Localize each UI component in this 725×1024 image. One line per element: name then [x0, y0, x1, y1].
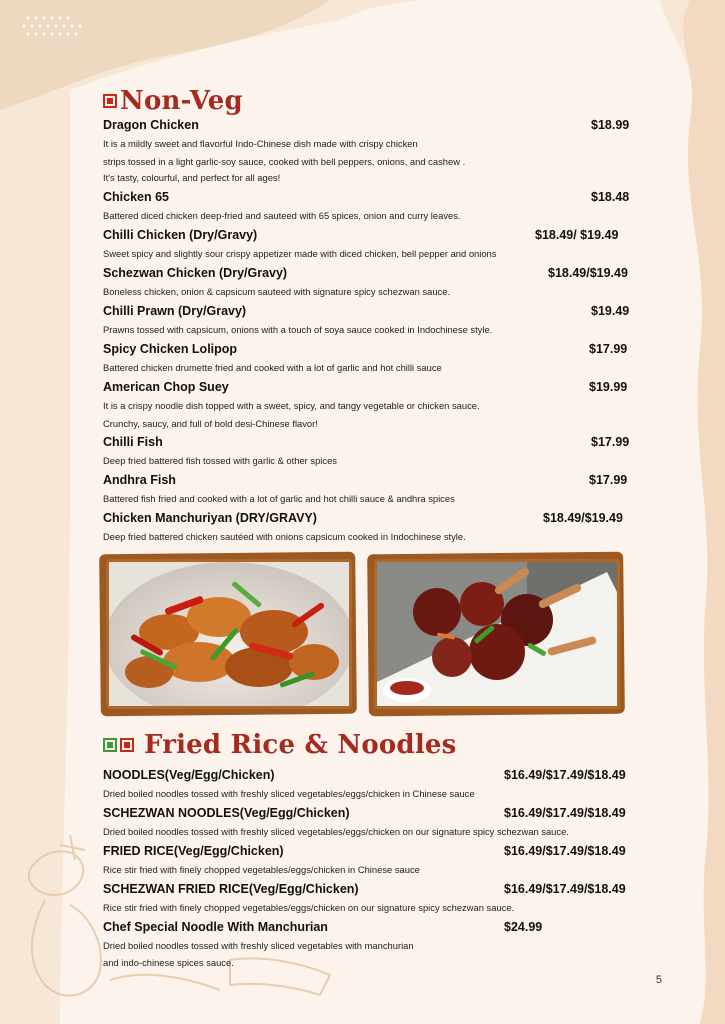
menu-item-price: $18.99 — [591, 118, 630, 132]
menu-item-description: It is a crispy noodle dish topped with a sweet, spicy, and tangy vegetable or chicken sauce. — [103, 400, 480, 411]
dragon-chicken-photo — [106, 559, 352, 709]
menu-item-name: Dragon Chicken — [103, 118, 199, 132]
menu-item-name: Chicken 65 — [103, 190, 170, 204]
menu-item-name: NOODLES(Veg/Egg/Chicken) — [103, 768, 275, 782]
menu-item-description: Crunchy, saucy, and full of bold desi-Chinese flavor! — [103, 418, 318, 429]
menu-item-description: Boneless chicken, onion & capsicum sauteed with signature spicy schezwan sauce. — [103, 286, 451, 297]
non-veg-mark-icon — [103, 94, 117, 108]
menu-item-price: $24.99 — [504, 920, 543, 934]
non-veg-title: Non-Veg — [120, 86, 243, 116]
menu-item-price: $18.49/ $19.49 — [535, 228, 619, 242]
menu-item-description: Deep fried battered fish tossed with garlic & other spices — [103, 455, 337, 466]
menu-item-name: Chilli Chicken (Dry/Gravy) — [103, 228, 258, 242]
menu-item-description: Battered fish fried and cooked with a lot of garlic and hot chilli sauce & andhra spices — [103, 493, 455, 504]
menu-item-description: Sweet spicy and slightly sour crispy appetizer made with diced chicken, bell pepper and onions — [103, 248, 497, 259]
menu-item-price: $17.99 — [591, 435, 630, 449]
menu-item-description: Rice stir fried with finely chopped vegetables/eggs/chicken in Chinese sauce — [103, 864, 420, 875]
menu-item-price: $16.49/$17.49/$18.49 — [504, 844, 626, 858]
chicken-lollipop-image — [377, 562, 617, 706]
menu-item-price: $16.49/$17.49/$18.49 — [504, 882, 626, 896]
fried-rice-heading — [103, 730, 456, 760]
veg-mark-icon — [103, 738, 117, 752]
menu-item-price: $17.99 — [589, 473, 628, 487]
menu-item-description: Battered diced chicken deep-fried and sauteed with 65 spices, onion and curry leaves. — [103, 210, 461, 221]
menu-item-price: $19.49 — [591, 304, 630, 318]
menu-item-name: FRIED RICE(Veg/Egg/Chicken) — [103, 844, 284, 858]
dragon-chicken-image — [109, 562, 349, 706]
menu-item-price: $18.49/$19.49 — [548, 266, 628, 280]
menu-item-price: $16.49/$17.49/$18.49 — [504, 768, 626, 782]
menu-item-name: Chicken Manchuriyan (DRY/GRAVY) — [103, 511, 317, 525]
menu-item-price: $18.48 — [591, 190, 630, 204]
menu-item-name: SCHEZWAN NOODLES(Veg/Egg/Chicken) — [103, 806, 350, 820]
menu-item-description: It's tasty, colourful, and perfect for all ages! — [103, 172, 281, 183]
menu-item-description: Rice stir fried with finely chopped vegetables/eggs/chicken on our signature spicy schezwan sauce. — [103, 902, 515, 913]
menu-item-name: Chilli Prawn (Dry/Gravy) — [103, 304, 247, 318]
page-number: 5 — [655, 974, 662, 986]
menu-item-price: $17.99 — [589, 342, 628, 356]
menu-item-description: Dried boiled noodles tossed with freshly sliced vegetables/eggs/chicken in Chinese sauce — [103, 788, 475, 799]
menu-item-description: Dried boiled noodles tossed with freshly sliced vegetables/eggs/chicken on our signature spicy schezwan sauce. — [103, 826, 569, 837]
chicken-lollipop-photo — [374, 559, 620, 709]
non-veg-mark-icon-2 — [120, 738, 134, 752]
menu-item-name: Schezwan Chicken (Dry/Gravy) — [103, 266, 288, 280]
menu-item-name: Chef Special Noodle With Manchurian — [103, 920, 328, 934]
menu-item-description: and indo-chinese spices sauce. — [103, 957, 234, 968]
menu-item-description: strips tossed in a light garlic-soy sauce, cooked with bell peppers, onions, and cashew . — [103, 156, 466, 167]
menu-item-price: $18.49/$19.49 — [543, 511, 623, 525]
menu-item-price: $19.99 — [589, 380, 628, 394]
menu-item-name: American Chop Suey — [103, 380, 229, 394]
non-veg-heading — [103, 86, 243, 116]
menu-item-name: SCHEZWAN FRIED RICE(Veg/Egg/Chicken) — [103, 882, 359, 896]
menu-item-description: Prawns tossed with capsicum, onions with a touch of soya sauce cooked in Indochinese style. — [103, 324, 493, 335]
fried-rice-title: Fried Rice & Noodles — [144, 730, 457, 760]
menu-item-name: Chilli Fish — [103, 435, 163, 449]
menu-item-description: Battered chicken drumette fried and cooked with a lot of garlic and hot chilli sauce — [103, 362, 442, 373]
menu-item-name: Andhra Fish — [103, 473, 176, 487]
menu-item-name: Spicy Chicken Lolipop — [103, 342, 238, 356]
menu-item-description: Deep fried battered chicken sautéed with onions capsicum cooked in Indochinese style. — [103, 531, 466, 542]
menu-item-price: $16.49/$17.49/$18.49 — [504, 806, 626, 820]
menu-item-description: It is a mildly sweet and flavorful Indo-Chinese dish made with crispy chicken — [103, 138, 418, 149]
menu-item-description: Dried boiled noodles tossed with freshly sliced vegetables with manchurian — [103, 940, 414, 951]
